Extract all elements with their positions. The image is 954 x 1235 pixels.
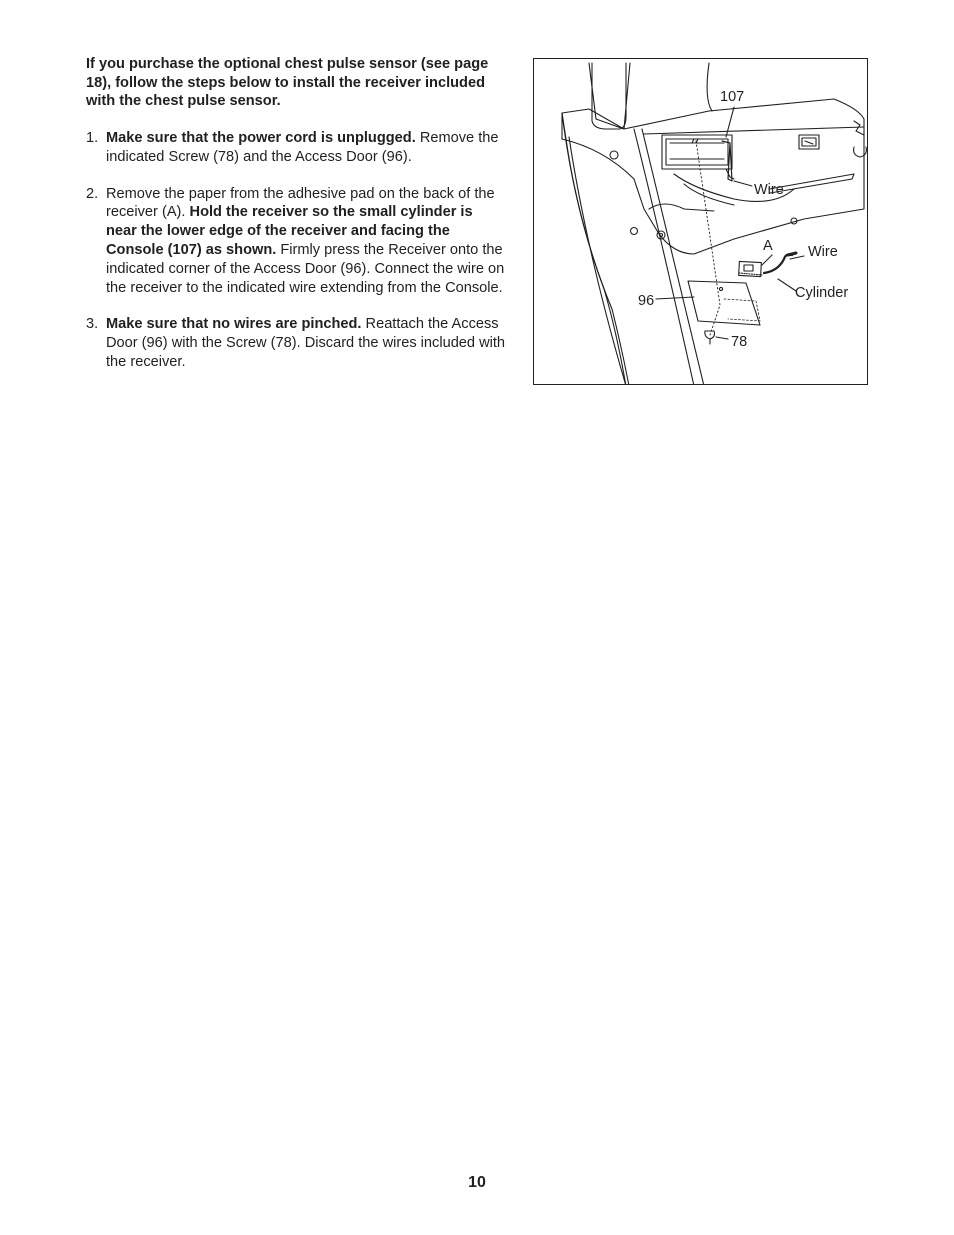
console-body (562, 99, 864, 254)
step-text-before: Remove the paper from the adhesive pad on the back of the receiver (A). (106, 185, 495, 221)
step-text-after: Reattach the Access Door (96) with the Screw (78). Discard the wires included with the receiver. (106, 316, 506, 370)
upright-post (589, 63, 630, 129)
step-bold-text: Make sure that no wires are pinched. (106, 316, 362, 333)
intro-paragraph: If you purchase the optional chest pulse sensor (see page 18), follow the steps below to install the receiver included with the chest pulse sensor. (86, 56, 489, 110)
receiver-wire (764, 255, 792, 274)
page-number: 10 (468, 1174, 486, 1191)
step-number: 1. (86, 130, 99, 146)
leader-107 (726, 107, 734, 137)
alignment-line (696, 141, 720, 335)
leader-cylinder (778, 279, 796, 291)
leader-96 (656, 297, 694, 299)
callout-cylinder: Cylinder (795, 285, 849, 301)
console-screw (610, 151, 618, 159)
step-number: 2. (86, 185, 99, 202)
step-2 (86, 185, 506, 298)
callout-receiver-wire: Wire (808, 244, 838, 260)
console-illustration (534, 59, 868, 385)
console-screw (660, 234, 663, 237)
step-bold-text: Make sure that the power cord is unplugged. (106, 130, 416, 146)
leader-receiver (762, 255, 772, 265)
console-screw (657, 231, 665, 239)
callout-console-107: 107 (720, 89, 745, 105)
console-wire (722, 141, 732, 181)
callout-receiver-a: A (763, 238, 773, 254)
receiver-installation-figure (533, 58, 868, 385)
access-door (688, 281, 760, 325)
instruction-steps (86, 129, 506, 390)
step-text-after: Firmly press the Receiver onto the indicated corner of the Access Door (96). Connect the wire on the receiver to the indicated wire extending from the Console. (106, 241, 505, 296)
leader-console-wire (734, 181, 752, 186)
callout-access-door-96: 96 (638, 293, 655, 309)
leader-78 (716, 337, 728, 339)
callout-screw-78: 78 (731, 334, 748, 350)
leader-receiver-wire (790, 256, 804, 259)
step-3 (86, 315, 506, 371)
callout-console-wire: Wire (754, 182, 784, 198)
step-text-after: Remove the indicated Screw (78) and the Access Door (96). (106, 130, 499, 165)
console-screw (631, 228, 638, 235)
step-bold-text: Hold the receiver so the small cylinder is near the lower edge of the receiver and facing the Console (107) as shown. (106, 204, 473, 258)
step-1 (86, 129, 506, 167)
step-number: 3. (86, 316, 99, 333)
